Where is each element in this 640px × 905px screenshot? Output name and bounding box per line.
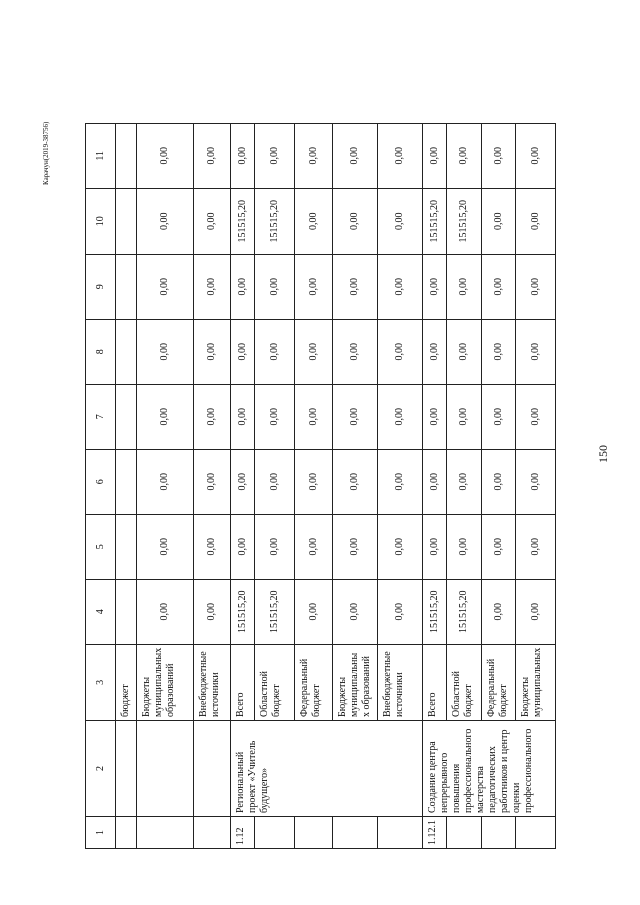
value-cell bbox=[116, 579, 137, 644]
value-cell: 0,00 bbox=[295, 579, 333, 644]
row-number-cell bbox=[447, 817, 482, 849]
row-title-cell: Региональный проект «Учитель будущего» bbox=[231, 721, 423, 817]
value-cell: 0,00 bbox=[333, 188, 378, 254]
value-cell: 151515,20 bbox=[231, 188, 255, 254]
value-cell: 0,00 bbox=[231, 319, 255, 384]
value-cell: 0,00 bbox=[516, 384, 556, 449]
value-cell: 0,00 bbox=[423, 319, 447, 384]
value-cell: 0,00 bbox=[295, 188, 333, 254]
value-cell: 0,00 bbox=[137, 514, 194, 579]
source-cell: Всего bbox=[231, 644, 255, 720]
value-cell: 0,00 bbox=[333, 254, 378, 319]
row-title-cell: Создание центра непрерывного повышения профессионального мастерства педагогических работников и центр оценки профессионального bbox=[423, 721, 556, 817]
value-cell: 151515,20 bbox=[255, 188, 295, 254]
value-cell: 0,00 bbox=[482, 254, 516, 319]
value-cell bbox=[116, 514, 137, 579]
source-cell: Бюджеты муниципальны х образований bbox=[333, 644, 378, 720]
row-number-cell bbox=[295, 817, 333, 849]
value-cell: 0,00 bbox=[137, 188, 194, 254]
value-cell: 0,00 bbox=[447, 449, 482, 514]
value-cell: 0,00 bbox=[423, 254, 447, 319]
footer-code: Карачун(2019-38756) bbox=[42, 121, 50, 185]
value-cell: 0,00 bbox=[516, 254, 556, 319]
source-cell: Федеральный бюджет bbox=[295, 644, 333, 720]
budget-table bbox=[85, 123, 556, 849]
value-cell: 0,00 bbox=[516, 579, 556, 644]
value-cell: 151515,20 bbox=[447, 188, 482, 254]
value-cell: 0,00 bbox=[194, 319, 231, 384]
value-cell: 0,00 bbox=[333, 384, 378, 449]
value-cell: 0,00 bbox=[231, 449, 255, 514]
row-number-cell: 1.12.1 bbox=[423, 817, 447, 849]
header-row bbox=[86, 123, 116, 848]
table-row bbox=[137, 123, 194, 848]
value-cell: 0,00 bbox=[378, 188, 423, 254]
row-number-cell bbox=[516, 817, 556, 849]
column-header-6: 6 bbox=[86, 449, 116, 514]
value-cell: 0,00 bbox=[194, 514, 231, 579]
value-cell: 0,00 bbox=[423, 514, 447, 579]
value-cell: 0,00 bbox=[378, 319, 423, 384]
value-cell: 0,00 bbox=[194, 254, 231, 319]
column-header-4: 4 bbox=[86, 579, 116, 644]
value-cell: 0,00 bbox=[482, 514, 516, 579]
value-cell: 0,00 bbox=[333, 123, 378, 188]
table-row bbox=[231, 123, 255, 848]
value-cell: 0,00 bbox=[333, 514, 378, 579]
column-header-10: 10 bbox=[86, 188, 116, 254]
value-cell bbox=[116, 384, 137, 449]
value-cell: 0,00 bbox=[295, 319, 333, 384]
source-cell: Областной бюджет bbox=[447, 644, 482, 720]
value-cell: 0,00 bbox=[333, 579, 378, 644]
row-title-cell bbox=[116, 721, 137, 817]
value-cell: 0,00 bbox=[333, 319, 378, 384]
value-cell: 151515,20 bbox=[255, 579, 295, 644]
row-number-cell bbox=[333, 817, 378, 849]
value-cell bbox=[116, 449, 137, 514]
column-header-5: 5 bbox=[86, 514, 116, 579]
value-cell: 0,00 bbox=[194, 449, 231, 514]
value-cell: 0,00 bbox=[516, 449, 556, 514]
value-cell: 0,00 bbox=[255, 514, 295, 579]
value-cell: 0,00 bbox=[255, 384, 295, 449]
column-header-11: 11 bbox=[86, 123, 116, 188]
source-cell: Бюджеты муниципальных bbox=[516, 644, 556, 720]
value-cell: 0,00 bbox=[255, 123, 295, 188]
value-cell: 0,00 bbox=[447, 254, 482, 319]
value-cell bbox=[116, 123, 137, 188]
row-number-cell bbox=[194, 817, 231, 849]
value-cell: 0,00 bbox=[516, 514, 556, 579]
value-cell: 0,00 bbox=[194, 384, 231, 449]
value-cell: 0,00 bbox=[378, 514, 423, 579]
value-cell bbox=[116, 254, 137, 319]
value-cell: 0,00 bbox=[295, 384, 333, 449]
value-cell bbox=[116, 319, 137, 384]
value-cell: 151515,20 bbox=[423, 579, 447, 644]
value-cell: 151515,20 bbox=[447, 579, 482, 644]
table-row bbox=[423, 123, 447, 848]
value-cell: 0,00 bbox=[333, 449, 378, 514]
source-cell: Внебюджетные источники bbox=[378, 644, 423, 720]
row-title-cell bbox=[137, 721, 194, 817]
table-row bbox=[116, 123, 137, 848]
value-cell: 0,00 bbox=[295, 123, 333, 188]
row-title-cell bbox=[194, 721, 231, 817]
value-cell bbox=[116, 188, 137, 254]
table-body bbox=[86, 123, 556, 848]
value-cell: 0,00 bbox=[447, 514, 482, 579]
value-cell: 0,00 bbox=[482, 123, 516, 188]
table-row bbox=[194, 123, 231, 848]
value-cell: 0,00 bbox=[378, 579, 423, 644]
value-cell: 0,00 bbox=[231, 514, 255, 579]
value-cell: 0,00 bbox=[137, 319, 194, 384]
value-cell: 0,00 bbox=[378, 449, 423, 514]
column-header-3: 3 bbox=[86, 644, 116, 720]
value-cell: 0,00 bbox=[231, 384, 255, 449]
value-cell: 0,00 bbox=[295, 514, 333, 579]
value-cell: 0,00 bbox=[231, 123, 255, 188]
value-cell: 0,00 bbox=[516, 123, 556, 188]
value-cell: 0,00 bbox=[137, 579, 194, 644]
row-number-cell bbox=[116, 817, 137, 849]
value-cell: 0,00 bbox=[423, 449, 447, 514]
source-cell: Всего bbox=[423, 644, 447, 720]
value-cell: 0,00 bbox=[516, 188, 556, 254]
value-cell: 0,00 bbox=[231, 254, 255, 319]
value-cell: 0,00 bbox=[255, 449, 295, 514]
value-cell: 0,00 bbox=[295, 449, 333, 514]
value-cell: 0,00 bbox=[482, 319, 516, 384]
row-number-cell bbox=[482, 817, 516, 849]
value-cell: 0,00 bbox=[137, 254, 194, 319]
column-header-2: 2 bbox=[86, 721, 116, 817]
value-cell: 0,00 bbox=[137, 384, 194, 449]
source-cell: Областной бюджет bbox=[255, 644, 295, 720]
source-cell: бюджет bbox=[116, 644, 137, 720]
source-cell: Федеральный бюджет bbox=[482, 644, 516, 720]
value-cell: 151515,20 bbox=[231, 579, 255, 644]
column-header-8: 8 bbox=[86, 319, 116, 384]
value-cell: 0,00 bbox=[137, 123, 194, 188]
value-cell: 0,00 bbox=[255, 319, 295, 384]
row-number-cell bbox=[378, 817, 423, 849]
row-number-cell: 1.12 bbox=[231, 817, 255, 849]
value-cell: 0,00 bbox=[295, 254, 333, 319]
row-number-cell bbox=[255, 817, 295, 849]
value-cell: 0,00 bbox=[378, 384, 423, 449]
column-header-1: 1 bbox=[86, 817, 116, 849]
row-number-cell bbox=[137, 817, 194, 849]
column-header-7: 7 bbox=[86, 384, 116, 449]
value-cell: 0,00 bbox=[378, 123, 423, 188]
value-cell: 0,00 bbox=[137, 449, 194, 514]
value-cell: 0,00 bbox=[447, 319, 482, 384]
page-number: 150 bbox=[596, 445, 610, 463]
value-cell: 0,00 bbox=[447, 123, 482, 188]
value-cell: 0,00 bbox=[482, 579, 516, 644]
value-cell: 151515,20 bbox=[423, 188, 447, 254]
value-cell: 0,00 bbox=[447, 384, 482, 449]
value-cell: 0,00 bbox=[194, 188, 231, 254]
source-cell: Внебюджетные источники bbox=[194, 644, 231, 720]
value-cell: 0,00 bbox=[482, 384, 516, 449]
value-cell: 0,00 bbox=[255, 254, 295, 319]
value-cell: 0,00 bbox=[482, 188, 516, 254]
value-cell: 0,00 bbox=[516, 319, 556, 384]
value-cell: 0,00 bbox=[194, 579, 231, 644]
source-cell: Бюджеты муниципальных образований bbox=[137, 644, 194, 720]
value-cell: 0,00 bbox=[423, 384, 447, 449]
column-header-9: 9 bbox=[86, 254, 116, 319]
value-cell: 0,00 bbox=[423, 123, 447, 188]
value-cell: 0,00 bbox=[194, 123, 231, 188]
value-cell: 0,00 bbox=[482, 449, 516, 514]
value-cell: 0,00 bbox=[378, 254, 423, 319]
